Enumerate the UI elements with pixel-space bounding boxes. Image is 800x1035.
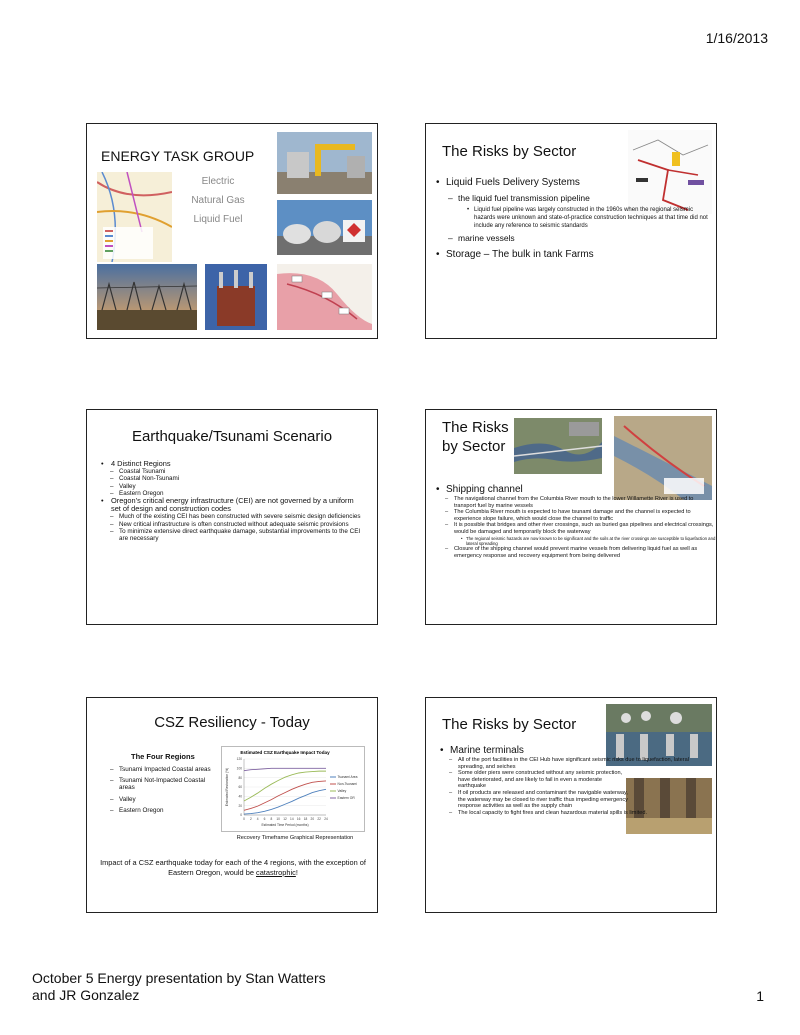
terminal-detail: – Some older piers were constructed without any seismic protection, have deteriorated, and are likely to fail in even a moderate earthquake [440,770,630,790]
impact-chart [221,746,365,832]
y-tick-label: 0 [240,813,242,818]
bullet-list [436,176,711,261]
cei-detail: – New critical infrastructure is often constructed without adequate seismic provisions [101,521,363,528]
x-tick-label: 22 [317,817,321,821]
bullet-list [440,745,706,816]
region-item: – Valley [101,796,221,803]
page-date: 1/16/2013 [705,30,768,46]
slide-risks-shipping-channel [425,409,717,625]
x-tick-label: 8 [270,817,273,821]
legend-label: Non-Tsunami [337,782,357,787]
y-tick-label: 20 [238,803,242,808]
x-tick-label: 0 [243,817,245,821]
slide-title-line2: by Sector [442,438,506,455]
chart-title: Estimated CSZ Earthquake Impact Today [240,750,330,755]
slide-csz-resiliency [86,697,378,913]
x-tick-label: 14 [290,817,294,821]
x-tick-label: 2 [249,817,252,821]
y-tick-label: 80 [238,775,242,780]
slide-earthquake-scenario [86,409,378,625]
impact-emphasis: catastrophic [256,868,296,877]
transformer-photo [205,264,267,330]
pipeline-facility-photo [277,132,372,194]
x-tick-label: 18 [303,817,308,821]
x-axis-label: Estimated Time Period (months) [261,823,309,827]
cei-detail: – To minimize extensive direct earthquake damage, substantial improvements to the CEI are necessary [101,528,363,542]
sector-electric: Electric [201,176,235,187]
channel-detail: – Closure of the shipping channel would prevent marine vessels from delivering liquid fuel as well as emergency response and recovery equipment from being delivered [436,546,716,559]
series-line-non-tsunami [244,781,326,810]
bullet-cei: • Oregon’s critical energy infrastructure (CEI) are not governed by a uniform set of design and construction codes [101,497,363,513]
x-tick-label: 6 [263,817,266,821]
terminal-detail: – The local capacity to fight fires and clean hazardous material spills is limited. [440,810,706,817]
chart-caption: Recovery Timeframe Graphical Representation [236,835,354,841]
region-item: – Eastern Oregon [101,807,221,814]
slide-title: The Risks by Sector [442,716,577,733]
energy-sector-list [183,172,253,229]
river-bridge-aerial-photo [514,418,602,474]
x-tick-label: 20 [310,817,315,821]
bullet-pipeline-detail: • Liquid fuel pipeline was largely constructed in the 1960s when the regional seismic hazards were unknown and state-of-practice construction techniques at that time did not include any reference to seismic standards [436,206,711,230]
region-item: – Valley [101,483,363,490]
region-item: – Coastal Tsunami [101,468,363,475]
sector-natural-gas: Natural Gas [191,195,245,206]
x-tick-label: 12 [283,817,287,821]
bullet-regions: • 4 Distinct Regions [101,460,363,468]
slide-energy-task-group [86,123,378,339]
legend-label: Tsunami Area [337,775,358,780]
x-tick-label: 16 [296,817,301,821]
region-item: – Eastern Oregon [101,490,363,497]
cei-detail: – Much of the existing CEI has been constructed with severe seismic design deficiencies [101,513,363,520]
natural-gas-map-image [277,264,372,330]
bullet-storage: • Storage – The bulk in tank Farms [436,248,711,261]
impact-statement [99,858,367,878]
bullet-marine-vessels: – marine vessels [436,233,711,244]
slide-risks-marine-terminals [425,697,717,913]
slide-title [442,418,509,456]
region-item: – Coastal Non-Tsunami [101,475,363,482]
terminal-detail: – All of the port facilities in the CEI Hub have significant seismic risks due to liquefaction, lateral spreading, and seiches [440,757,708,770]
series-line-eastern-or [244,768,326,770]
slide-risks-liquid-fuels [425,123,717,339]
channel-detail: – It is possible that bridges and other river crossings, such as buried gas pipelines and electrical crossings, would be damaged and temporarily block the waterway [436,522,716,535]
bullet-list [436,484,716,559]
bullet-transmission-pipeline: – the liquid fuel transmission pipeline [436,193,711,204]
bullet-marine-terminals: • Marine terminals [440,745,706,757]
legend-label: Valley [337,789,347,794]
x-tick-label: 24 [324,817,328,821]
channel-detail: – The Columbia River mouth is expected to have tsunami damage and the channel is expected to experience slope failure, which would close the channel to traffic [436,509,716,522]
y-tick-label: 100 [236,766,242,771]
bullet-shipping-channel: • Shipping channel [436,484,716,496]
slide-title: The Risks by Sector [442,143,577,160]
slide-title: CSZ Resiliency - Today [154,714,310,731]
region-item: – Tsunami Impacted Coastal areas [101,766,221,773]
sector-liquid-fuel: Liquid Fuel [193,214,243,225]
regions-heading: The Four Regions [131,752,195,761]
bullet-list [101,460,363,542]
bullet-liquid-fuels: • Liquid Fuels Delivery Systems [436,176,711,189]
impact-suffix: ! [295,868,298,877]
x-tick-label: 4 [256,817,259,821]
regional-energy-map-image [97,172,172,262]
impact-chart-svg [222,747,364,831]
terminal-detail: – If oil products are released and contaminant the navigable waterway, the waterway may be closed to river traffic thus impeding emergency response activities as well as the supply chain [440,790,630,810]
slide-title: ENERGY TASK GROUP [101,148,255,164]
page-number: 1 [756,988,764,1004]
fuel-tanker-photo [277,200,372,255]
region-item: – Tsunami Not-Impacted Coastal areas [101,777,221,791]
impact-text: Impact of a CSZ earthquake today for each of the 4 regions, with the exception of Eastern Oregon, would be [100,858,366,877]
regions-list [101,766,221,814]
slide-title-line1: The Risks [442,419,509,436]
y-tick-label: 120 [236,757,242,762]
channel-subdetail: • The regional seismic hazards are now known to be significant and the soils at the river crossings are susceptible to liquefaction and lateral spreading [436,536,716,546]
legend-label: Eastern OR [337,796,355,801]
x-tick-label: 10 [276,817,280,821]
slide-title: Earthquake/Tsunami Scenario [131,428,333,445]
y-tick-label: 40 [238,794,242,799]
electric-substation-photo [97,264,197,330]
channel-detail: – The navigational channel from the Columbia River mouth to the lower Willamette River is used to transport fuel by marine vessels [436,496,716,509]
y-tick-label: 60 [238,785,242,790]
footer-credit: October 5 Energy presentation by Stan Watters and JR Gonzalez [32,970,326,1003]
y-axis-label: Estimated Restoration (%) [225,767,229,807]
